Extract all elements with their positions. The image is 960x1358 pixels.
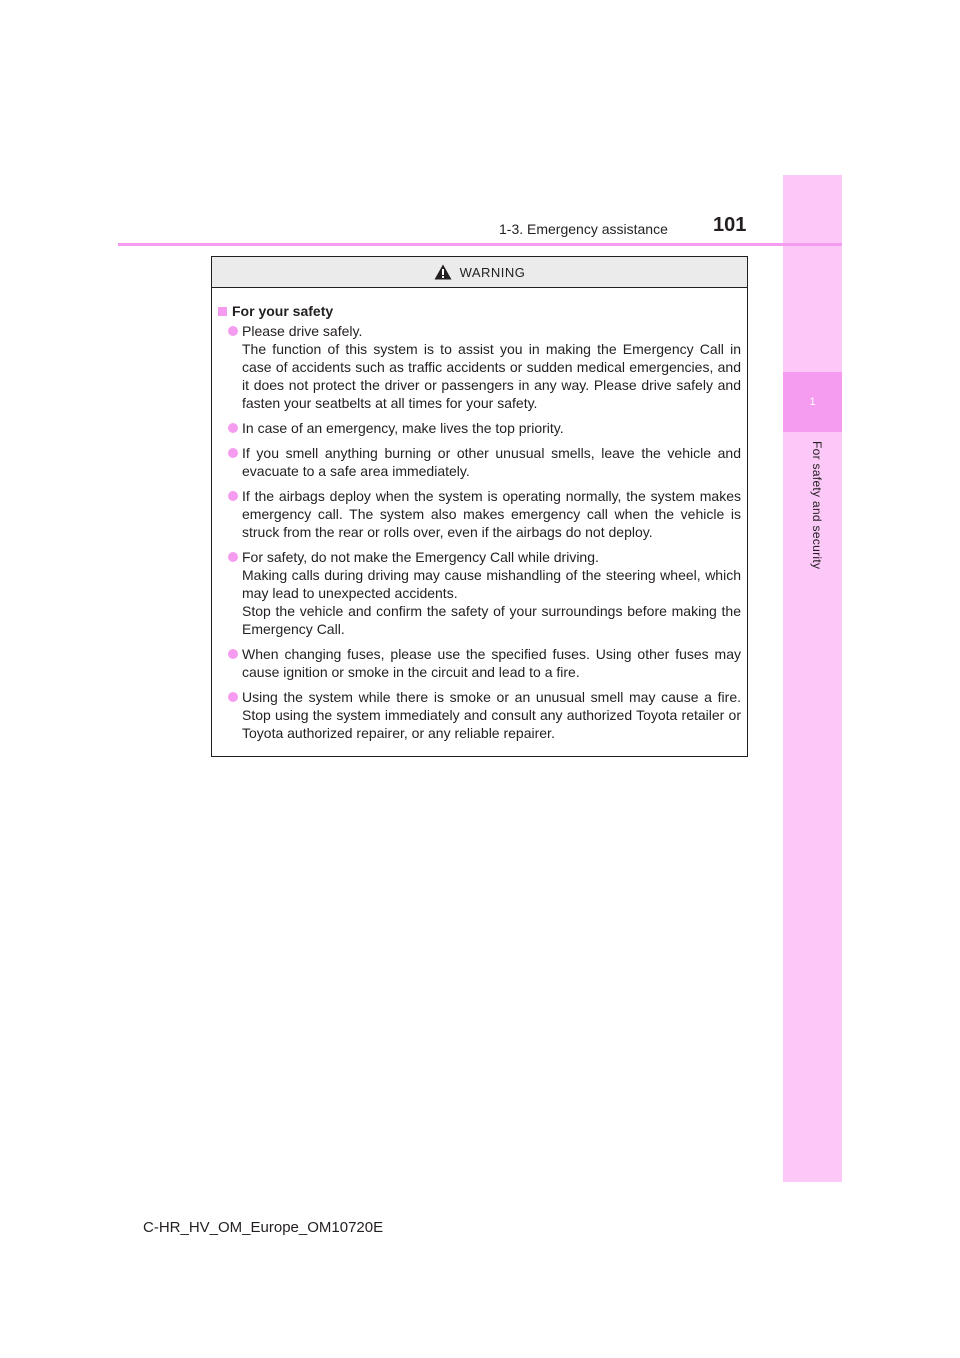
list-item-text: If the airbags deploy when the system is operating normally, the system makes emergency call. The system also makes emergency call when the vehicle is struck from the rear or rolls over, even if the airbags do not deploy. <box>242 488 741 540</box>
chapter-side-tab <box>783 175 842 1182</box>
chapter-number: 1 <box>783 372 842 432</box>
bullet-icon <box>228 692 238 702</box>
list-item <box>218 688 741 742</box>
page-number: 101 <box>713 214 747 236</box>
bullet-icon <box>228 448 238 458</box>
list-item <box>218 444 741 480</box>
list-item <box>218 645 741 681</box>
list-item-text: In case of an emergency, make lives the top priority. <box>242 420 564 436</box>
bullet-icon <box>228 552 238 562</box>
list-item <box>218 322 741 412</box>
chapter-label: For safety and security <box>810 441 824 570</box>
list-item-text: The function of this system is to assist you in making the Emergency Call in case of accidents such as traffic accidents or sudden medical emergencies, and it does not protect the driver or passengers in any way. Please drive safely and fasten your seatbelts at all times for your safety. <box>242 341 741 411</box>
bullet-icon <box>228 423 238 433</box>
bullet-icon <box>228 491 238 501</box>
section-title: 1-3. Emergency assistance <box>499 221 668 237</box>
list-item-text: Please drive safely. <box>242 323 363 339</box>
list-item-text: Stop the vehicle and confirm the safety of your surroundings before making the Emergency Call. <box>242 603 741 637</box>
warning-heading-text: For your safety <box>232 303 334 319</box>
list-item <box>218 487 741 541</box>
warning-header <box>212 257 747 288</box>
list-item <box>218 548 741 638</box>
list-item-text: When changing fuses, please use the specified fuses. Using other fuses may cause ignition or smoke in the circuit and lead to a fire. <box>242 646 741 680</box>
list-item-text: Using the system while there is smoke or an unusual smell may cause a fire. Stop using the system immediately and consult any authorized Toyota retailer or Toyota authorized repairer, or any reliable repairer. <box>242 689 741 741</box>
list-item <box>218 419 741 437</box>
list-item-text: Making calls during driving may cause mishandling of the steering wheel, which may lead to unexpected accidents. <box>242 567 741 601</box>
bullet-icon <box>228 649 238 659</box>
warning-body <box>212 288 747 742</box>
square-bullet-icon <box>218 307 227 316</box>
warning-box <box>211 256 748 757</box>
header-rule <box>118 243 842 246</box>
list-item-text: For safety, do not make the Emergency Call while driving. <box>242 549 599 565</box>
list-item-text: If you smell anything burning or other unusual smells, leave the vehicle and evacuate to a safe area immediately. <box>242 445 741 479</box>
warning-heading <box>218 302 741 320</box>
document-code: C-HR_HV_OM_Europe_OM10720E <box>143 1219 384 1236</box>
bullet-icon <box>228 326 238 336</box>
warning-triangle-icon <box>434 264 452 280</box>
warning-label: WARNING <box>459 264 526 280</box>
